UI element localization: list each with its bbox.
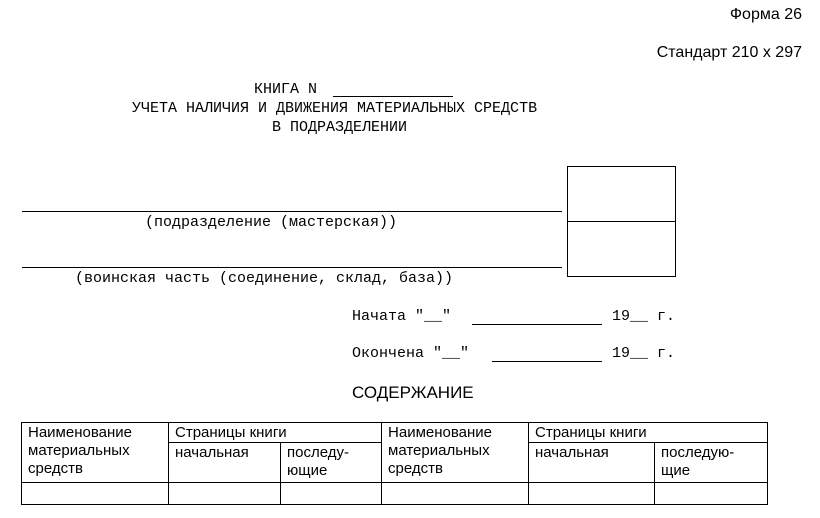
col-header-name-left: Наименование материальных средств bbox=[22, 423, 169, 483]
table-cell[interactable] bbox=[382, 483, 529, 505]
col-header-pages-right: Страницы книги bbox=[529, 423, 768, 443]
ended-label: Окончена bbox=[352, 345, 425, 362]
ended-month-blank-line bbox=[492, 361, 602, 362]
started-day-blank: "__" bbox=[415, 308, 452, 325]
military-unit-blank-line bbox=[22, 267, 562, 268]
col-header-pages-left: Страницы книги bbox=[169, 423, 382, 443]
col-header-name-right: Наименование материальных средств bbox=[382, 423, 529, 483]
book-title-number bbox=[254, 81, 317, 98]
stamp-box-divider bbox=[568, 221, 675, 222]
col-header-next-left: последу- ющие bbox=[281, 443, 382, 483]
table-cell[interactable] bbox=[655, 483, 768, 505]
subdivision-blank-line bbox=[22, 211, 562, 212]
table-cell[interactable] bbox=[169, 483, 281, 505]
book-title-label: КНИГА N bbox=[254, 81, 318, 98]
standard-size: Стандарт 210 х 297 bbox=[656, 44, 802, 61]
col-header-start-left: начальная bbox=[169, 443, 281, 483]
ended-year-suffix: г. bbox=[657, 345, 676, 362]
book-title-line2: УЧЕТА НАЛИЧИЯ И ДВИЖЕНИЯ МАТЕРИАЛЬНЫХ СРЕДСТВ bbox=[132, 100, 538, 117]
started-date-row bbox=[352, 308, 451, 325]
table-row bbox=[22, 483, 768, 505]
stamp-box bbox=[567, 166, 676, 277]
col-header-start-right: начальная bbox=[529, 443, 655, 483]
contents-table bbox=[21, 422, 768, 505]
col-header-next-right: последую- щие bbox=[655, 443, 768, 483]
started-label: Начата bbox=[352, 308, 407, 325]
table-header-row bbox=[22, 423, 768, 443]
book-number-blank-line bbox=[333, 96, 453, 97]
contents-heading: СОДЕРЖАНИЕ bbox=[352, 383, 474, 402]
started-year-suffix: г. bbox=[657, 308, 676, 325]
subdivision-caption: (подразделение (мастерская)) bbox=[145, 214, 398, 231]
started-year-blank: 19__ bbox=[612, 308, 649, 325]
started-month-blank-line bbox=[472, 324, 602, 325]
ended-day-blank: "__" bbox=[433, 345, 470, 362]
ended-year bbox=[612, 345, 675, 362]
military-unit-caption: (воинская часть (соединение, склад, база)) bbox=[75, 270, 454, 287]
table-cell[interactable] bbox=[529, 483, 655, 505]
ended-year-blank: 19__ bbox=[612, 345, 649, 362]
table-cell[interactable] bbox=[22, 483, 169, 505]
form-number: Форма 26 bbox=[729, 6, 802, 23]
started-year bbox=[612, 308, 675, 325]
ended-date-row bbox=[352, 345, 469, 362]
book-title-line3: В ПОДРАЗДЕЛЕНИИ bbox=[272, 119, 408, 136]
table-cell[interactable] bbox=[281, 483, 382, 505]
